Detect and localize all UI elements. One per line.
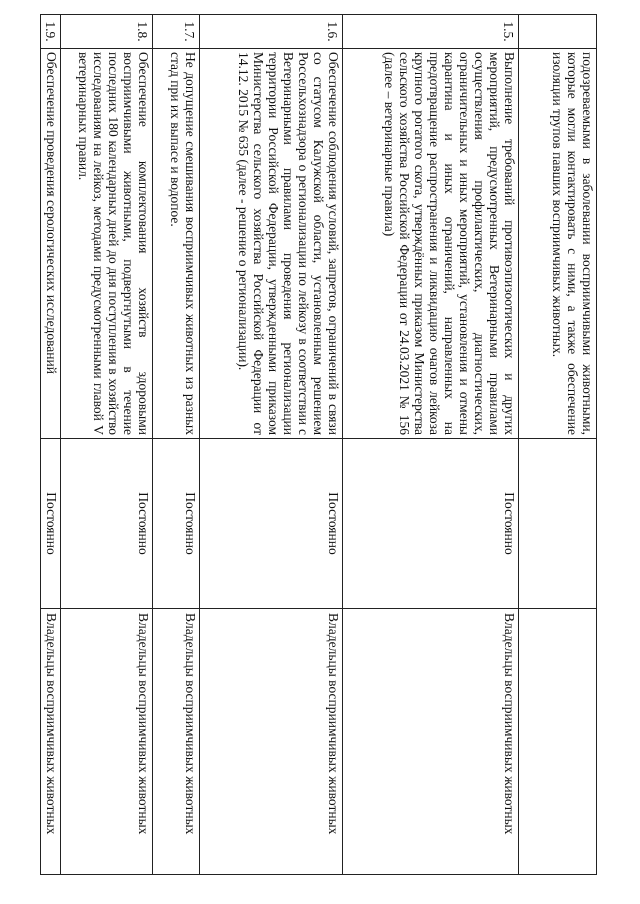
responsible-cell	[519, 609, 597, 875]
measure-text: подозреваемыми в заболевании восприимчивыми животными, которые могли контактировать с ними, а также обеспечение изоляции трупов павших восприимчивых животных.	[519, 49, 597, 439]
measure-text: Выполнение требований противоэпизоотических и других мероприятий, предусмотренных Ветеринарными правилами осуществления профилактических, диагностических, ограничительных и иных мероприятий, установления и отмены карантина и иных ограничений, направленных на предотвращение распространения и ликвидацию очагов лейкоза крупного рогатого скота, утверждённых приказом Министерства сельского хозяйства Российской Федерации от 24.03.2021 № 156 (далее – ветеринарные правила)	[343, 49, 519, 439]
deadline-cell: Постоянно	[61, 439, 153, 609]
measures-table	[40, 14, 597, 875]
row-number: 1.9.	[41, 15, 61, 49]
table-row	[153, 15, 200, 875]
deadline-cell: Постоянно	[200, 439, 343, 609]
rotated-table-container	[21, 14, 597, 874]
row-number: 1.5.	[343, 15, 519, 49]
table-row	[519, 15, 597, 875]
table-row	[41, 15, 61, 875]
table-row	[61, 15, 153, 875]
responsible-cell: Владельцы восприимчивых животных	[41, 609, 61, 875]
responsible-cell: Владельцы восприимчивых животных	[200, 609, 343, 875]
deadline-cell: Постоянно	[343, 439, 519, 609]
measure-text: Не допущение смешивания восприимчивых животных из разных стад при их выпасе и водопое.	[153, 49, 200, 439]
responsible-cell: Владельцы восприимчивых животных	[153, 609, 200, 875]
responsible-cell: Владельцы восприимчивых животных	[343, 609, 519, 875]
deadline-cell	[519, 439, 597, 609]
measure-text: Обеспечение комплектования хозяйств здоровыми восприимчивыми животными, подвергнутыми в течение последних 180 календарных дней до дня поступления в хозяйство исследованиям на лейкоз, методами предусмотренными главой V ветеринарных правил.	[61, 49, 153, 439]
measure-text: Обеспечение проведения серологических исследований	[41, 49, 61, 439]
row-number	[519, 15, 597, 49]
table-row	[343, 15, 519, 875]
row-number: 1.8.	[61, 15, 153, 49]
table-row	[200, 15, 343, 875]
deadline-cell: Постоянно	[41, 439, 61, 609]
responsible-cell: Владельцы восприимчивых животных	[61, 609, 153, 875]
deadline-cell: Постоянно	[153, 439, 200, 609]
row-number: 1.7.	[153, 15, 200, 49]
measure-text: Обеспечение соблюдения условий, запретов, ограничений в связи со статусом Калужской области, установленным решением Россельхознадзора о регионализации по лейкозу в соответствии с Ветеринарными правилами проведения регионализации территории Российской Федерации, утвержденными приказом Министерства сельского хозяйства Российской Федерации от 14.12. 2015 № 635 (далее - решение о регионализации).	[200, 49, 343, 439]
row-number: 1.6.	[200, 15, 343, 49]
